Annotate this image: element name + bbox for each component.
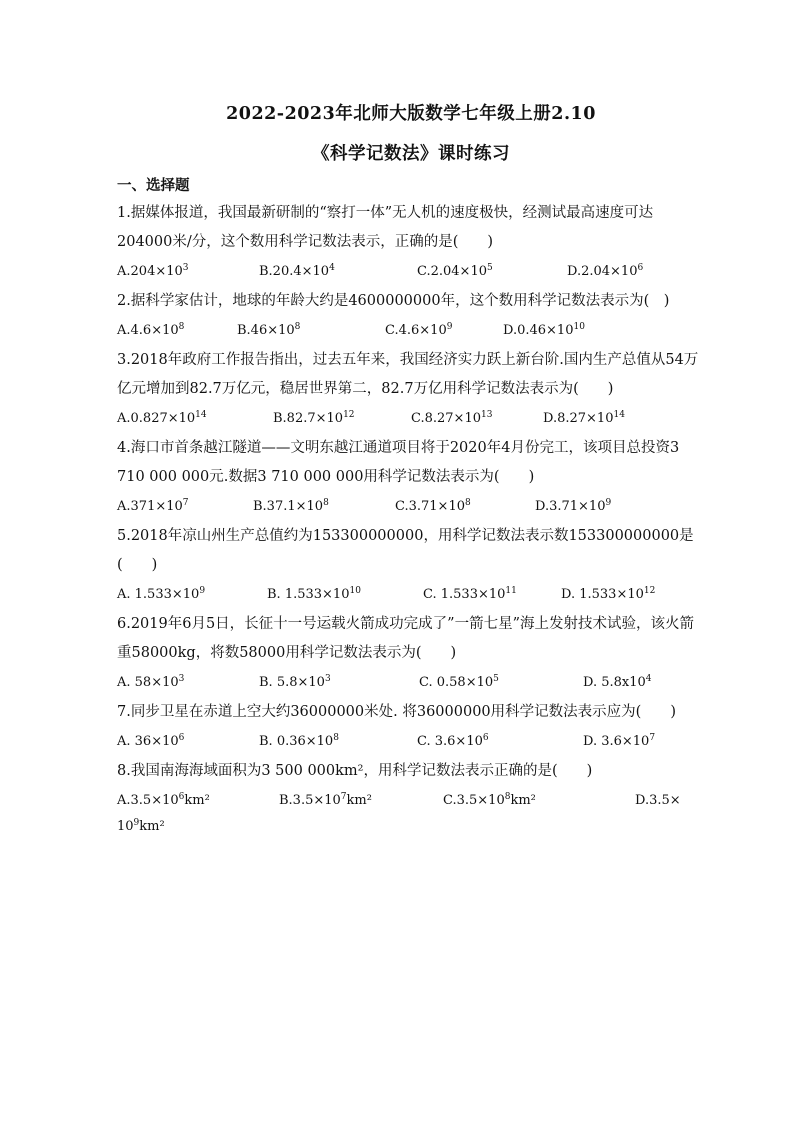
option-c xyxy=(417,257,567,287)
option-text: A. 1.533×10 xyxy=(117,587,200,602)
option-text: B.37.1×10 xyxy=(253,499,324,514)
option-text: C. 0.58×10 xyxy=(419,675,494,690)
option-exponent: 14 xyxy=(613,410,625,420)
option-a xyxy=(117,257,259,287)
option-text: A. 58×10 xyxy=(117,675,179,690)
option-exponent: 10 xyxy=(573,322,585,332)
option-c xyxy=(411,404,543,434)
option-d xyxy=(543,404,701,434)
option-b xyxy=(253,492,395,522)
option-unit: km² xyxy=(510,793,536,808)
option-text: D.3.71×10 xyxy=(535,499,606,514)
option-row xyxy=(117,668,701,698)
option-exponent: 6 xyxy=(178,733,185,743)
option-exponent: 3 xyxy=(178,674,185,684)
option-row xyxy=(117,492,701,522)
option-row xyxy=(117,257,701,287)
question-stem: 2.据科学家估计，地球的年龄大约是4600000000年，这个数用科学记数法表示为( ) xyxy=(117,293,670,309)
question-item xyxy=(117,757,701,838)
option-exponent: 3 xyxy=(182,263,189,273)
option-a xyxy=(117,786,279,816)
option-exponent: 11 xyxy=(505,586,517,596)
option-text: A.4.6×10 xyxy=(117,323,179,338)
option-text: B.3.5×10 xyxy=(279,793,341,808)
option-row xyxy=(117,404,701,434)
option-d xyxy=(567,257,701,287)
option-row xyxy=(117,316,701,346)
option-exponent: 9 xyxy=(133,818,140,828)
option-c xyxy=(417,727,583,757)
option-text: D. 1.533×10 xyxy=(561,587,644,602)
option-text: A.3.5×10 xyxy=(117,793,179,808)
option-exponent: 8 xyxy=(178,322,185,332)
question-item xyxy=(117,698,701,757)
option-b xyxy=(267,580,423,610)
option-exponent: 9 xyxy=(605,498,612,508)
option-exponent: 7 xyxy=(182,498,189,508)
question-item xyxy=(117,199,701,287)
option-text: D.3.5× xyxy=(635,793,681,808)
option-exponent: 6 xyxy=(178,792,185,802)
option-text: A.204×10 xyxy=(117,264,183,279)
question-stem: 1.据媒体报道，我国最新研制的“察打一体”无人机的速度极快，经测试最高速度可达204000米/分，这个数用科学记数法表示，正确的是( ) xyxy=(117,205,654,250)
option-exponent: 10 xyxy=(349,586,361,596)
option-continuation xyxy=(117,816,701,838)
option-text: D.0.46×10 xyxy=(503,323,574,338)
option-text: C.4.6×10 xyxy=(385,323,447,338)
option-d xyxy=(535,492,701,522)
option-exponent: 6 xyxy=(637,263,644,273)
option-text: C.8.27×10 xyxy=(411,411,481,426)
option-d xyxy=(561,580,701,610)
section-heading: 一、选择题 xyxy=(117,177,190,194)
option-c xyxy=(395,492,535,522)
option-row xyxy=(117,786,701,816)
option-text: C.2.04×10 xyxy=(417,264,487,279)
option-text: C.3.5×10 xyxy=(443,793,505,808)
option-exponent: 8 xyxy=(333,733,339,743)
option-d xyxy=(635,786,701,816)
option-text: C.3.71×10 xyxy=(395,499,465,514)
option-exponent: 5 xyxy=(493,674,499,684)
option-c xyxy=(385,316,503,346)
option-exponent: 8 xyxy=(465,498,471,508)
question-item xyxy=(117,287,701,346)
option-exponent: 3 xyxy=(324,674,331,684)
option-text: C. 1.533×10 xyxy=(423,587,506,602)
option-exponent: 8 xyxy=(323,498,329,508)
option-exponent: 5 xyxy=(487,263,493,273)
option-exponent: 12 xyxy=(643,586,656,596)
option-exponent: 7 xyxy=(340,792,347,802)
option-text: C. 3.6×10 xyxy=(417,734,483,749)
option-exponent: 9 xyxy=(446,322,453,332)
option-exponent: 7 xyxy=(649,733,656,743)
option-text: B. 5.8×10 xyxy=(259,675,325,690)
option-text: B. 1.533×10 xyxy=(267,587,350,602)
document-subtitle: 《科学记数法》课时练习 xyxy=(312,144,510,164)
option-a xyxy=(117,727,259,757)
option-unit: km² xyxy=(346,793,372,808)
option-a xyxy=(117,404,273,434)
question-stem: 6.2019年6月5日，长征十一号运载火箭成功完成了”一箭七星”海上发射技术试验，该火箭重58000kg，将数58000用科学记数法表示为( ) xyxy=(117,616,695,661)
question-stem: 4.海口市首条越江隧道——文明东越江通道项目将于2020年4月份完工，该项目总投资3 710 000 000元.数据3 710 000 000用科学记数法表示为( ) xyxy=(117,440,684,485)
option-a xyxy=(117,316,237,346)
option-text: A.371×10 xyxy=(117,499,183,514)
option-c xyxy=(423,580,561,610)
question-item xyxy=(117,610,701,698)
question-stem: 3.2018年政府工作报告指出，过去五年来，我国经济实力跃上新台阶.国内生产总值从54万亿元增加到82.7万亿元，稳居世界第二，82.7万亿用科学记数法表示为( ) xyxy=(117,352,699,397)
option-exponent: 8 xyxy=(504,792,511,802)
option-a xyxy=(117,492,253,522)
option-text: B.46×10 xyxy=(237,323,295,338)
option-text: 10 xyxy=(117,819,134,834)
option-text: D.2.04×10 xyxy=(567,264,638,279)
option-b xyxy=(273,404,411,434)
option-b xyxy=(279,786,443,816)
option-exponent: 14 xyxy=(195,410,207,420)
question-stem: 5.2018年凉山州生产总值约为153300000000，用科学记数法表示数153300000000是( ) xyxy=(117,528,694,573)
option-row xyxy=(117,727,701,757)
option-text: A. 36×10 xyxy=(117,734,179,749)
option-b xyxy=(237,316,385,346)
option-text: D. 5.8x10 xyxy=(583,675,646,690)
option-exponent: 12 xyxy=(343,410,355,420)
question-item xyxy=(117,434,701,522)
option-unit: km² xyxy=(139,819,165,834)
option-exponent: 8 xyxy=(294,322,301,332)
question-list xyxy=(117,199,701,838)
option-d xyxy=(583,727,701,757)
option-unit: km² xyxy=(184,793,210,808)
option-text: D. 3.6×10 xyxy=(583,734,650,749)
option-b xyxy=(259,257,417,287)
question-item xyxy=(117,522,701,610)
option-a xyxy=(117,580,267,610)
option-exponent: 6 xyxy=(482,733,489,743)
option-d xyxy=(583,668,701,698)
option-a xyxy=(117,668,259,698)
option-text: B.20.4×10 xyxy=(259,264,330,279)
option-d xyxy=(503,316,701,346)
option-exponent: 4 xyxy=(329,263,335,273)
option-d-continued xyxy=(117,816,701,838)
option-exponent: 9 xyxy=(199,586,206,596)
option-exponent: 13 xyxy=(481,410,493,420)
option-text: B.82.7×10 xyxy=(273,411,344,426)
question-stem: 7.同步卫星在赤道上空大约36000000米处. 将36000000用科学记数法表示应为( ) xyxy=(117,704,676,720)
option-c xyxy=(419,668,583,698)
option-text: D.8.27×10 xyxy=(543,411,614,426)
question-stem: 8.我国南海海域面积为3 500 000km²，用科学记数法表示正确的是( ) xyxy=(117,763,593,779)
document-title: 2022-2023年北师大版数学七年级上册2.10 xyxy=(226,104,596,124)
question-item xyxy=(117,346,701,434)
option-b xyxy=(259,668,419,698)
option-exponent: 4 xyxy=(645,674,652,684)
option-text: B. 0.36×10 xyxy=(259,734,334,749)
option-row xyxy=(117,580,701,610)
option-text: A.0.827×10 xyxy=(117,411,196,426)
option-b xyxy=(259,727,417,757)
option-c xyxy=(443,786,635,816)
